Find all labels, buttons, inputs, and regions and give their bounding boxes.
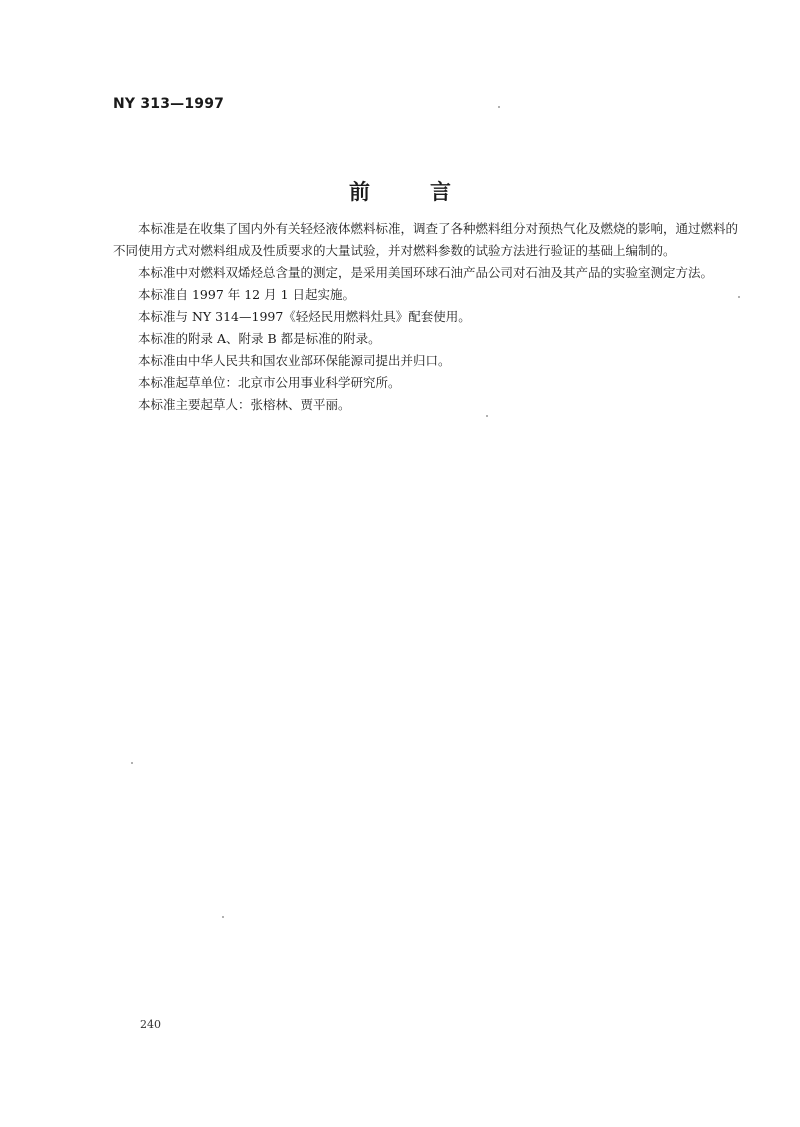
paragraph-4: 本标准与 NY 314—1997《轻烃民用燃料灶具》配套使用。 <box>138 309 471 324</box>
scan-speck <box>486 415 488 417</box>
foreword-body <box>113 218 738 416</box>
scan-speck <box>131 762 133 764</box>
paragraph-2: 本标准中对燃料双烯烃总含量的测定，是采用美国环球石油产品公司对石油及其产品的实验室测定方法。 <box>138 265 714 280</box>
paragraph-8: 本标准主要起草人：张榕林、贾平丽。 <box>138 397 351 412</box>
standard-code: NY 313—1997 <box>113 96 225 112</box>
scan-speck <box>738 296 740 298</box>
page-title: 前言 <box>349 180 511 204</box>
paragraph-3: 本标准自 1997 年 12 月 1 日起实施。 <box>138 287 356 302</box>
paragraph-1: 本标准是在收集了国内外有关轻烃液体燃料标准，调查了各种燃料组分对预热气化及燃烧的影响，通过燃料的不同使用方式对燃料组成及性质要求的大量试验，并对燃料参数的试验方法进行验证的基础上编制的。 <box>113 221 739 258</box>
paragraph-7: 本标准起草单位：北京市公用事业科学研究所。 <box>138 375 401 390</box>
paragraph-5: 本标准的附录 A、附录 B 都是标准的附录。 <box>138 331 381 346</box>
paragraph-6: 本标准由中华人民共和国农业部环保能源司提出并归口。 <box>138 353 451 368</box>
scan-speck <box>222 916 224 918</box>
page-number: 240 <box>140 1018 161 1031</box>
scan-speck <box>498 106 500 108</box>
